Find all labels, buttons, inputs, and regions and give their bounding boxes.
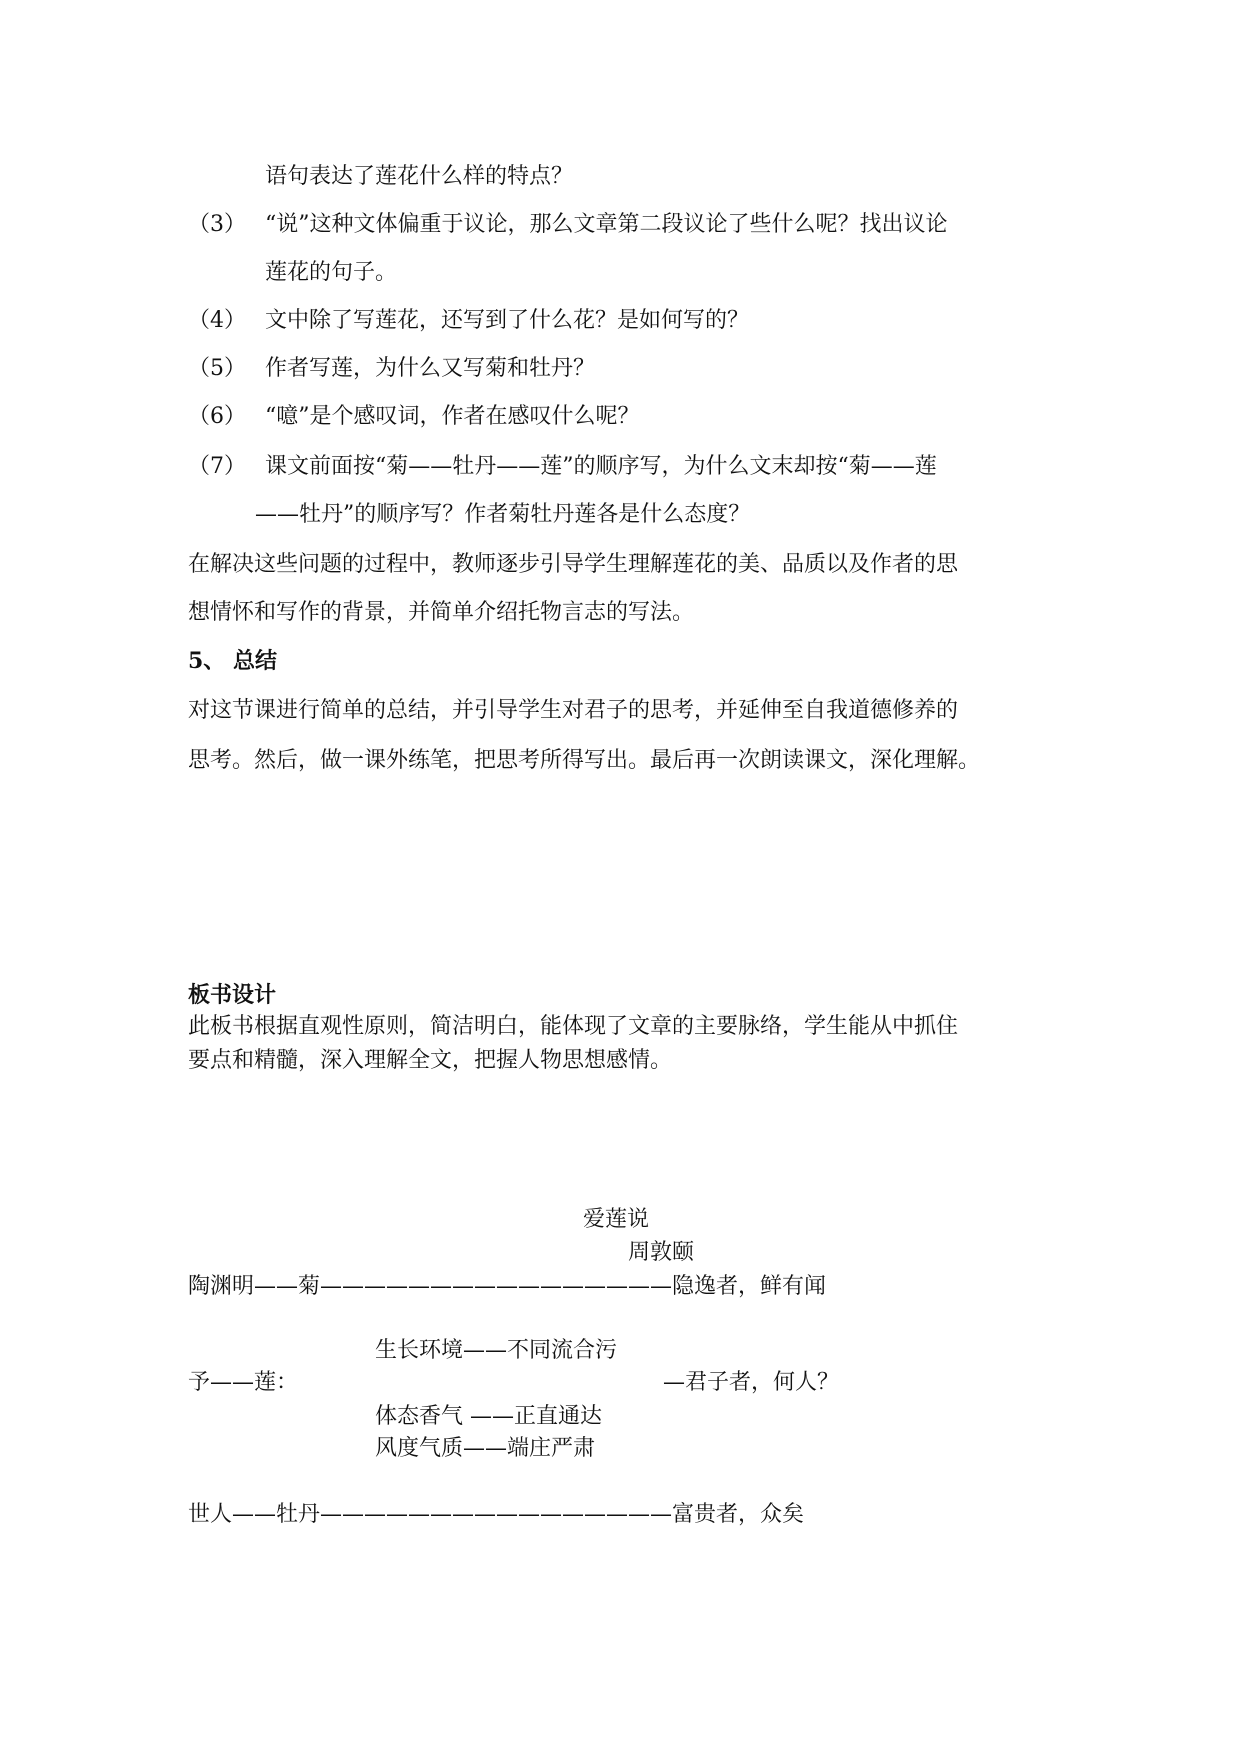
question-4-number: （4） [188,308,246,333]
process-paragraph-line-1: 在解决这些问题的过程中，教师逐步引导学生理解莲花的美、品质以及作者的思 [188,552,959,577]
question-2-continuation: 语句表达了莲花什么样的特点？ [265,164,574,189]
board-lotus-label: 予——莲： [188,1370,299,1395]
question-4-text: 文中除了写莲花，还写到了什么花？是如何写的？ [265,308,750,333]
board-lotus-fragrance: 体态香气 ——正直通达 [375,1404,602,1429]
question-5-text: 作者写莲，为什么又写菊和牡丹？ [265,356,596,381]
board-peony-line: 世人——牡丹————————————————富贵者，众矣 [188,1502,805,1527]
board-lotus-result: —君子者，何人？ [663,1370,840,1395]
board-description-line-2: 要点和精髓，深入理解全文，把握人物思想感情。 [188,1048,673,1073]
question-3-text-cont: 莲花的句子。 [265,260,398,285]
question-5-number: （5） [188,356,246,381]
board-design-heading: 板书设计 [188,982,277,1008]
question-7-text: 课文前面按“菊——牡丹——莲”的顺序写，为什么文末却按“菊——莲 [265,454,937,479]
question-6-number: （6） [188,404,246,429]
board-title: 爱莲说 [583,1207,650,1232]
board-author: 周敦颐 [628,1240,695,1265]
summary-heading: 5、 总结 [188,648,277,674]
question-3-text: “说”这种文体偏重于议论，那么文章第二段议论了些什么呢？找出议论 [265,212,948,237]
board-description-line-1: 此板书根据直观性原则，简洁明白，能体现了文章的主要脉络，学生能从中抓住 [188,1014,959,1039]
process-paragraph-line-2: 想情怀和写作的背景，并简单介绍托物言志的写法。 [188,600,695,625]
summary-line-2: 思考。然后，做一课外练笔，把思考所得写出。最后再一次朗读课文，深化理解。 [188,748,981,773]
summary-line-1: 对这节课进行简单的总结，并引导学生对君子的思考，并延伸至自我道德修养的 [188,698,959,723]
board-lotus-demeanor: 风度气质——端庄严肃 [375,1436,596,1461]
board-chrysanthemum-line: 陶渊明——菊————————————————隐逸者，鲜有闻 [188,1274,827,1299]
question-6-text: “噫”是个感叹词，作者在感叹什么呢？ [265,404,640,429]
question-3-number: （3） [188,212,246,237]
question-7-number: （7） [188,454,246,479]
board-lotus-environment: 生长环境——不同流合污 [375,1338,618,1363]
question-7-text-cont: ——牡丹”的顺序写？作者菊牡丹莲各是什么态度？ [255,502,751,527]
